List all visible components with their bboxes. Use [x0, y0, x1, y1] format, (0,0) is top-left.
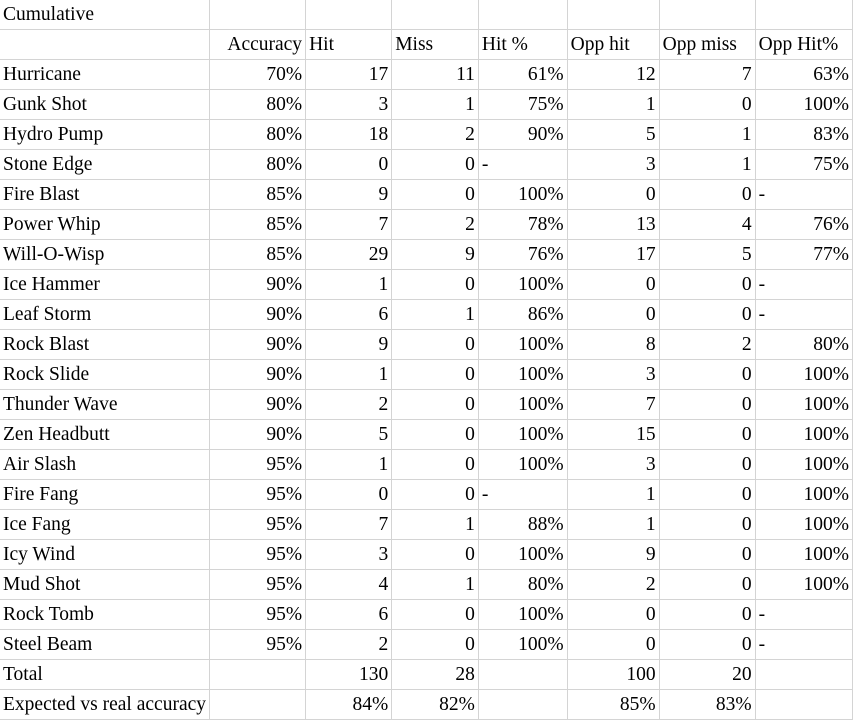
miss-cell[interactable]: 9 — [392, 240, 479, 270]
accuracy-cell[interactable]: 95% — [210, 630, 306, 660]
expected-row — [0, 690, 853, 720]
opp-hit-cell[interactable]: 1 — [567, 510, 659, 540]
opp-hit-pct-cell[interactable]: 80% — [755, 330, 852, 360]
hit-pct-cell[interactable]: 78% — [478, 210, 567, 240]
hit-cell[interactable]: 3 — [306, 540, 392, 570]
hit-pct-cell[interactable]: - — [478, 150, 567, 180]
hit-pct-cell[interactable]: 100% — [478, 450, 567, 480]
table-row — [0, 630, 853, 660]
opp-miss-cell[interactable]: 0 — [659, 270, 755, 300]
cell[interactable] — [755, 660, 852, 690]
cell[interactable] — [306, 0, 392, 30]
opp-hit-pct-cell[interactable]: 100% — [755, 420, 852, 450]
hit-cell[interactable]: 4 — [306, 570, 392, 600]
miss-cell[interactable]: 0 — [392, 480, 479, 510]
miss-cell[interactable]: 0 — [392, 450, 479, 480]
table-row — [0, 390, 853, 420]
hit-cell[interactable]: 7 — [306, 210, 392, 240]
opp-hit-cell[interactable]: 1 — [567, 90, 659, 120]
opp-miss-cell[interactable]: 0 — [659, 300, 755, 330]
hit-cell[interactable]: 9 — [306, 330, 392, 360]
accuracy-cell[interactable]: 80% — [210, 150, 306, 180]
move-name-cell[interactable]: Hurricane — [0, 60, 210, 90]
total-miss-cell[interactable]: 28 — [392, 660, 479, 690]
opp-hit-pct-cell[interactable]: 77% — [755, 240, 852, 270]
table-row — [0, 60, 853, 90]
expected-opp-miss-cell[interactable]: 83% — [659, 690, 755, 720]
opp-hit-cell[interactable]: 3 — [567, 360, 659, 390]
title-row — [0, 0, 853, 30]
hit-pct-cell[interactable]: 100% — [478, 330, 567, 360]
move-name-cell[interactable]: Rock Tomb — [0, 600, 210, 630]
hit-pct-cell[interactable]: 100% — [478, 600, 567, 630]
opp-hit-pct-cell[interactable]: 100% — [755, 360, 852, 390]
miss-cell[interactable]: 2 — [392, 210, 479, 240]
total-opp-miss-cell[interactable]: 20 — [659, 660, 755, 690]
total-row — [0, 660, 853, 690]
hit-pct-cell[interactable]: 100% — [478, 180, 567, 210]
opp-hit-cell[interactable]: 2 — [567, 570, 659, 600]
opp-hit-cell[interactable]: 0 — [567, 300, 659, 330]
opp-hit-pct-cell[interactable]: 63% — [755, 60, 852, 90]
accuracy-cell[interactable]: 90% — [210, 270, 306, 300]
header-row — [0, 30, 853, 60]
opp-hit-cell[interactable]: 17 — [567, 240, 659, 270]
opp-miss-cell[interactable]: 7 — [659, 60, 755, 90]
opp-hit-pct-cell[interactable]: 100% — [755, 390, 852, 420]
hit-cell[interactable]: 17 — [306, 60, 392, 90]
opp-hit-pct-cell[interactable]: 83% — [755, 120, 852, 150]
miss-cell[interactable]: 2 — [392, 120, 479, 150]
cell[interactable] — [0, 30, 210, 60]
opp-miss-cell[interactable]: 4 — [659, 210, 755, 240]
accuracy-cell[interactable]: 90% — [210, 330, 306, 360]
opp-miss-cell[interactable]: 0 — [659, 360, 755, 390]
opp-miss-cell[interactable]: 0 — [659, 540, 755, 570]
accuracy-cell[interactable]: 80% — [210, 120, 306, 150]
move-name-cell[interactable]: Stone Edge — [0, 150, 210, 180]
move-name-cell[interactable]: Rock Blast — [0, 330, 210, 360]
accuracy-cell[interactable]: 95% — [210, 540, 306, 570]
opp-hit-cell[interactable]: 8 — [567, 330, 659, 360]
table-row — [0, 540, 853, 570]
hit-cell[interactable]: 0 — [306, 480, 392, 510]
table-row — [0, 480, 853, 510]
hit-pct-cell[interactable]: 100% — [478, 390, 567, 420]
hit-cell[interactable]: 5 — [306, 420, 392, 450]
hit-pct-cell[interactable]: 100% — [478, 420, 567, 450]
hit-pct-cell[interactable]: 100% — [478, 630, 567, 660]
hit-pct-cell[interactable]: 88% — [478, 510, 567, 540]
opp-hit-pct-cell[interactable]: - — [755, 300, 852, 330]
opp-hit-pct-cell[interactable]: 75% — [755, 150, 852, 180]
miss-cell[interactable]: 0 — [392, 150, 479, 180]
table-row — [0, 450, 853, 480]
cell[interactable] — [755, 0, 852, 30]
opp-miss-cell[interactable]: 1 — [659, 150, 755, 180]
hit-cell[interactable]: 18 — [306, 120, 392, 150]
cell[interactable] — [478, 0, 567, 30]
move-name-cell[interactable]: Ice Fang — [0, 510, 210, 540]
hit-pct-cell[interactable]: 76% — [478, 240, 567, 270]
hit-pct-cell[interactable]: 100% — [478, 270, 567, 300]
opp-miss-cell[interactable]: 0 — [659, 180, 755, 210]
opp-hit-cell[interactable]: 0 — [567, 180, 659, 210]
miss-cell[interactable]: 0 — [392, 330, 479, 360]
accuracy-cell[interactable]: 90% — [210, 360, 306, 390]
opp-hit-cell[interactable]: 0 — [567, 270, 659, 300]
cell[interactable] — [659, 0, 755, 30]
cell[interactable] — [478, 690, 567, 720]
header-opp-hit-pct[interactable]: Opp Hit% — [755, 30, 852, 60]
opp-hit-pct-cell[interactable]: 76% — [755, 210, 852, 240]
cell[interactable] — [210, 0, 306, 30]
total-opp-hit-cell[interactable]: 100 — [567, 660, 659, 690]
move-name-cell[interactable]: Fire Fang — [0, 480, 210, 510]
opp-hit-pct-cell[interactable]: - — [755, 270, 852, 300]
accuracy-cell[interactable]: 85% — [210, 180, 306, 210]
opp-miss-cell[interactable]: 0 — [659, 90, 755, 120]
table-row — [0, 420, 853, 450]
hit-pct-cell[interactable]: 100% — [478, 360, 567, 390]
move-name-cell[interactable]: Will-O-Wisp — [0, 240, 210, 270]
table-row — [0, 150, 853, 180]
hit-pct-cell[interactable]: 75% — [478, 90, 567, 120]
move-name-cell[interactable]: Steel Beam — [0, 630, 210, 660]
opp-hit-cell[interactable]: 13 — [567, 210, 659, 240]
miss-cell[interactable]: 11 — [392, 60, 479, 90]
miss-cell[interactable]: 0 — [392, 270, 479, 300]
accuracy-cell[interactable]: 95% — [210, 450, 306, 480]
hit-cell[interactable]: 0 — [306, 150, 392, 180]
opp-hit-cell[interactable]: 3 — [567, 150, 659, 180]
hit-pct-cell[interactable]: 100% — [478, 540, 567, 570]
move-name-cell[interactable]: Mud Shot — [0, 570, 210, 600]
accuracy-cell[interactable]: 90% — [210, 420, 306, 450]
accuracy-cell[interactable]: 85% — [210, 240, 306, 270]
opp-hit-cell[interactable]: 0 — [567, 630, 659, 660]
miss-cell[interactable]: 0 — [392, 180, 479, 210]
accuracy-cell[interactable]: 90% — [210, 300, 306, 330]
opp-miss-cell[interactable]: 2 — [659, 330, 755, 360]
opp-hit-cell[interactable]: 7 — [567, 390, 659, 420]
miss-cell[interactable]: 0 — [392, 630, 479, 660]
hit-cell[interactable]: 2 — [306, 630, 392, 660]
table-row — [0, 330, 853, 360]
table-row — [0, 360, 853, 390]
expected-hit-cell[interactable]: 84% — [306, 690, 392, 720]
opp-miss-cell[interactable]: 0 — [659, 480, 755, 510]
opp-hit-pct-cell[interactable]: 100% — [755, 510, 852, 540]
opp-miss-cell[interactable]: 0 — [659, 390, 755, 420]
table-row — [0, 510, 853, 540]
miss-cell[interactable]: 0 — [392, 360, 479, 390]
opp-hit-pct-cell[interactable]: 100% — [755, 480, 852, 510]
opp-miss-cell[interactable]: 1 — [659, 120, 755, 150]
hit-cell[interactable]: 1 — [306, 360, 392, 390]
accuracy-cell[interactable]: 95% — [210, 600, 306, 630]
miss-cell[interactable]: 0 — [392, 420, 479, 450]
opp-hit-pct-cell[interactable]: 100% — [755, 570, 852, 600]
move-name-cell[interactable]: Gunk Shot — [0, 90, 210, 120]
hit-cell[interactable]: 7 — [306, 510, 392, 540]
opp-hit-pct-cell[interactable]: 100% — [755, 90, 852, 120]
opp-hit-pct-cell[interactable]: - — [755, 180, 852, 210]
move-name-cell[interactable]: Hydro Pump — [0, 120, 210, 150]
opp-miss-cell[interactable]: 0 — [659, 600, 755, 630]
header-opp-miss[interactable]: Opp miss — [659, 30, 755, 60]
opp-miss-cell[interactable]: 5 — [659, 240, 755, 270]
opp-hit-cell[interactable]: 9 — [567, 540, 659, 570]
table-row — [0, 90, 853, 120]
title-cell[interactable]: Cumulative — [0, 0, 210, 30]
hit-pct-cell[interactable]: 61% — [478, 60, 567, 90]
opp-miss-cell[interactable]: 0 — [659, 510, 755, 540]
table-row — [0, 180, 853, 210]
hit-cell[interactable]: 1 — [306, 450, 392, 480]
table-row — [0, 210, 853, 240]
miss-cell[interactable]: 1 — [392, 510, 479, 540]
opp-miss-cell[interactable]: 0 — [659, 630, 755, 660]
cell[interactable] — [210, 660, 306, 690]
hit-cell[interactable]: 6 — [306, 600, 392, 630]
cell[interactable] — [478, 660, 567, 690]
hit-cell[interactable]: 3 — [306, 90, 392, 120]
total-label-cell[interactable]: Total — [0, 660, 210, 690]
accuracy-cell[interactable]: 90% — [210, 390, 306, 420]
hit-pct-cell[interactable]: 86% — [478, 300, 567, 330]
accuracy-cell[interactable]: 95% — [210, 480, 306, 510]
hit-cell[interactable]: 9 — [306, 180, 392, 210]
cell[interactable] — [567, 0, 659, 30]
accuracy-cell[interactable]: 80% — [210, 90, 306, 120]
table-row — [0, 300, 853, 330]
opp-hit-cell[interactable]: 1 — [567, 480, 659, 510]
opp-hit-cell[interactable]: 12 — [567, 60, 659, 90]
expected-miss-cell[interactable]: 82% — [392, 690, 479, 720]
cell[interactable] — [755, 690, 852, 720]
opp-hit-cell[interactable]: 0 — [567, 600, 659, 630]
move-name-cell[interactable]: Thunder Wave — [0, 390, 210, 420]
header-opp-hit[interactable]: Opp hit — [567, 30, 659, 60]
opp-hit-pct-cell[interactable]: 100% — [755, 540, 852, 570]
header-accuracy[interactable]: Accuracy — [210, 30, 306, 60]
miss-cell[interactable]: 1 — [392, 300, 479, 330]
accuracy-cell[interactable]: 85% — [210, 210, 306, 240]
opp-miss-cell[interactable]: 0 — [659, 570, 755, 600]
cell[interactable] — [392, 0, 479, 30]
move-name-cell[interactable]: Fire Blast — [0, 180, 210, 210]
miss-cell[interactable]: 0 — [392, 600, 479, 630]
total-hit-cell[interactable]: 130 — [306, 660, 392, 690]
header-hit-pct[interactable]: Hit % — [478, 30, 567, 60]
opp-hit-pct-cell[interactable]: 100% — [755, 450, 852, 480]
opp-hit-cell[interactable]: 3 — [567, 450, 659, 480]
opp-miss-cell[interactable]: 0 — [659, 450, 755, 480]
expected-label-cell[interactable]: Expected vs real accuracy — [0, 690, 210, 720]
miss-cell[interactable]: 1 — [392, 570, 479, 600]
opp-hit-pct-cell[interactable]: - — [755, 630, 852, 660]
move-name-cell[interactable]: Icy Wind — [0, 540, 210, 570]
opp-miss-cell[interactable]: 0 — [659, 420, 755, 450]
opp-hit-cell[interactable]: 15 — [567, 420, 659, 450]
move-name-cell[interactable]: Ice Hammer — [0, 270, 210, 300]
hit-pct-cell[interactable]: 80% — [478, 570, 567, 600]
table-row — [0, 270, 853, 300]
miss-cell[interactable]: 0 — [392, 540, 479, 570]
header-miss[interactable]: Miss — [392, 30, 479, 60]
header-hit[interactable]: Hit — [306, 30, 392, 60]
accuracy-cell[interactable]: 70% — [210, 60, 306, 90]
opp-hit-cell[interactable]: 5 — [567, 120, 659, 150]
move-name-cell[interactable]: Leaf Storm — [0, 300, 210, 330]
table-row — [0, 240, 853, 270]
table-row — [0, 120, 853, 150]
move-name-cell[interactable]: Power Whip — [0, 210, 210, 240]
miss-cell[interactable]: 1 — [392, 90, 479, 120]
move-name-cell[interactable]: Rock Slide — [0, 360, 210, 390]
move-name-cell[interactable]: Zen Headbutt — [0, 420, 210, 450]
accuracy-cell[interactable]: 95% — [210, 570, 306, 600]
hit-cell[interactable]: 6 — [306, 300, 392, 330]
miss-cell[interactable]: 0 — [392, 390, 479, 420]
hit-pct-cell[interactable]: 90% — [478, 120, 567, 150]
hit-cell[interactable]: 29 — [306, 240, 392, 270]
table-row — [0, 600, 853, 630]
hit-pct-cell[interactable]: - — [478, 480, 567, 510]
move-name-cell[interactable]: Air Slash — [0, 450, 210, 480]
hit-cell[interactable]: 2 — [306, 390, 392, 420]
table-row — [0, 570, 853, 600]
cell[interactable] — [210, 690, 306, 720]
accuracy-cell[interactable]: 95% — [210, 510, 306, 540]
opp-hit-pct-cell[interactable]: - — [755, 600, 852, 630]
expected-opp-hit-cell[interactable]: 85% — [567, 690, 659, 720]
hit-cell[interactable]: 1 — [306, 270, 392, 300]
